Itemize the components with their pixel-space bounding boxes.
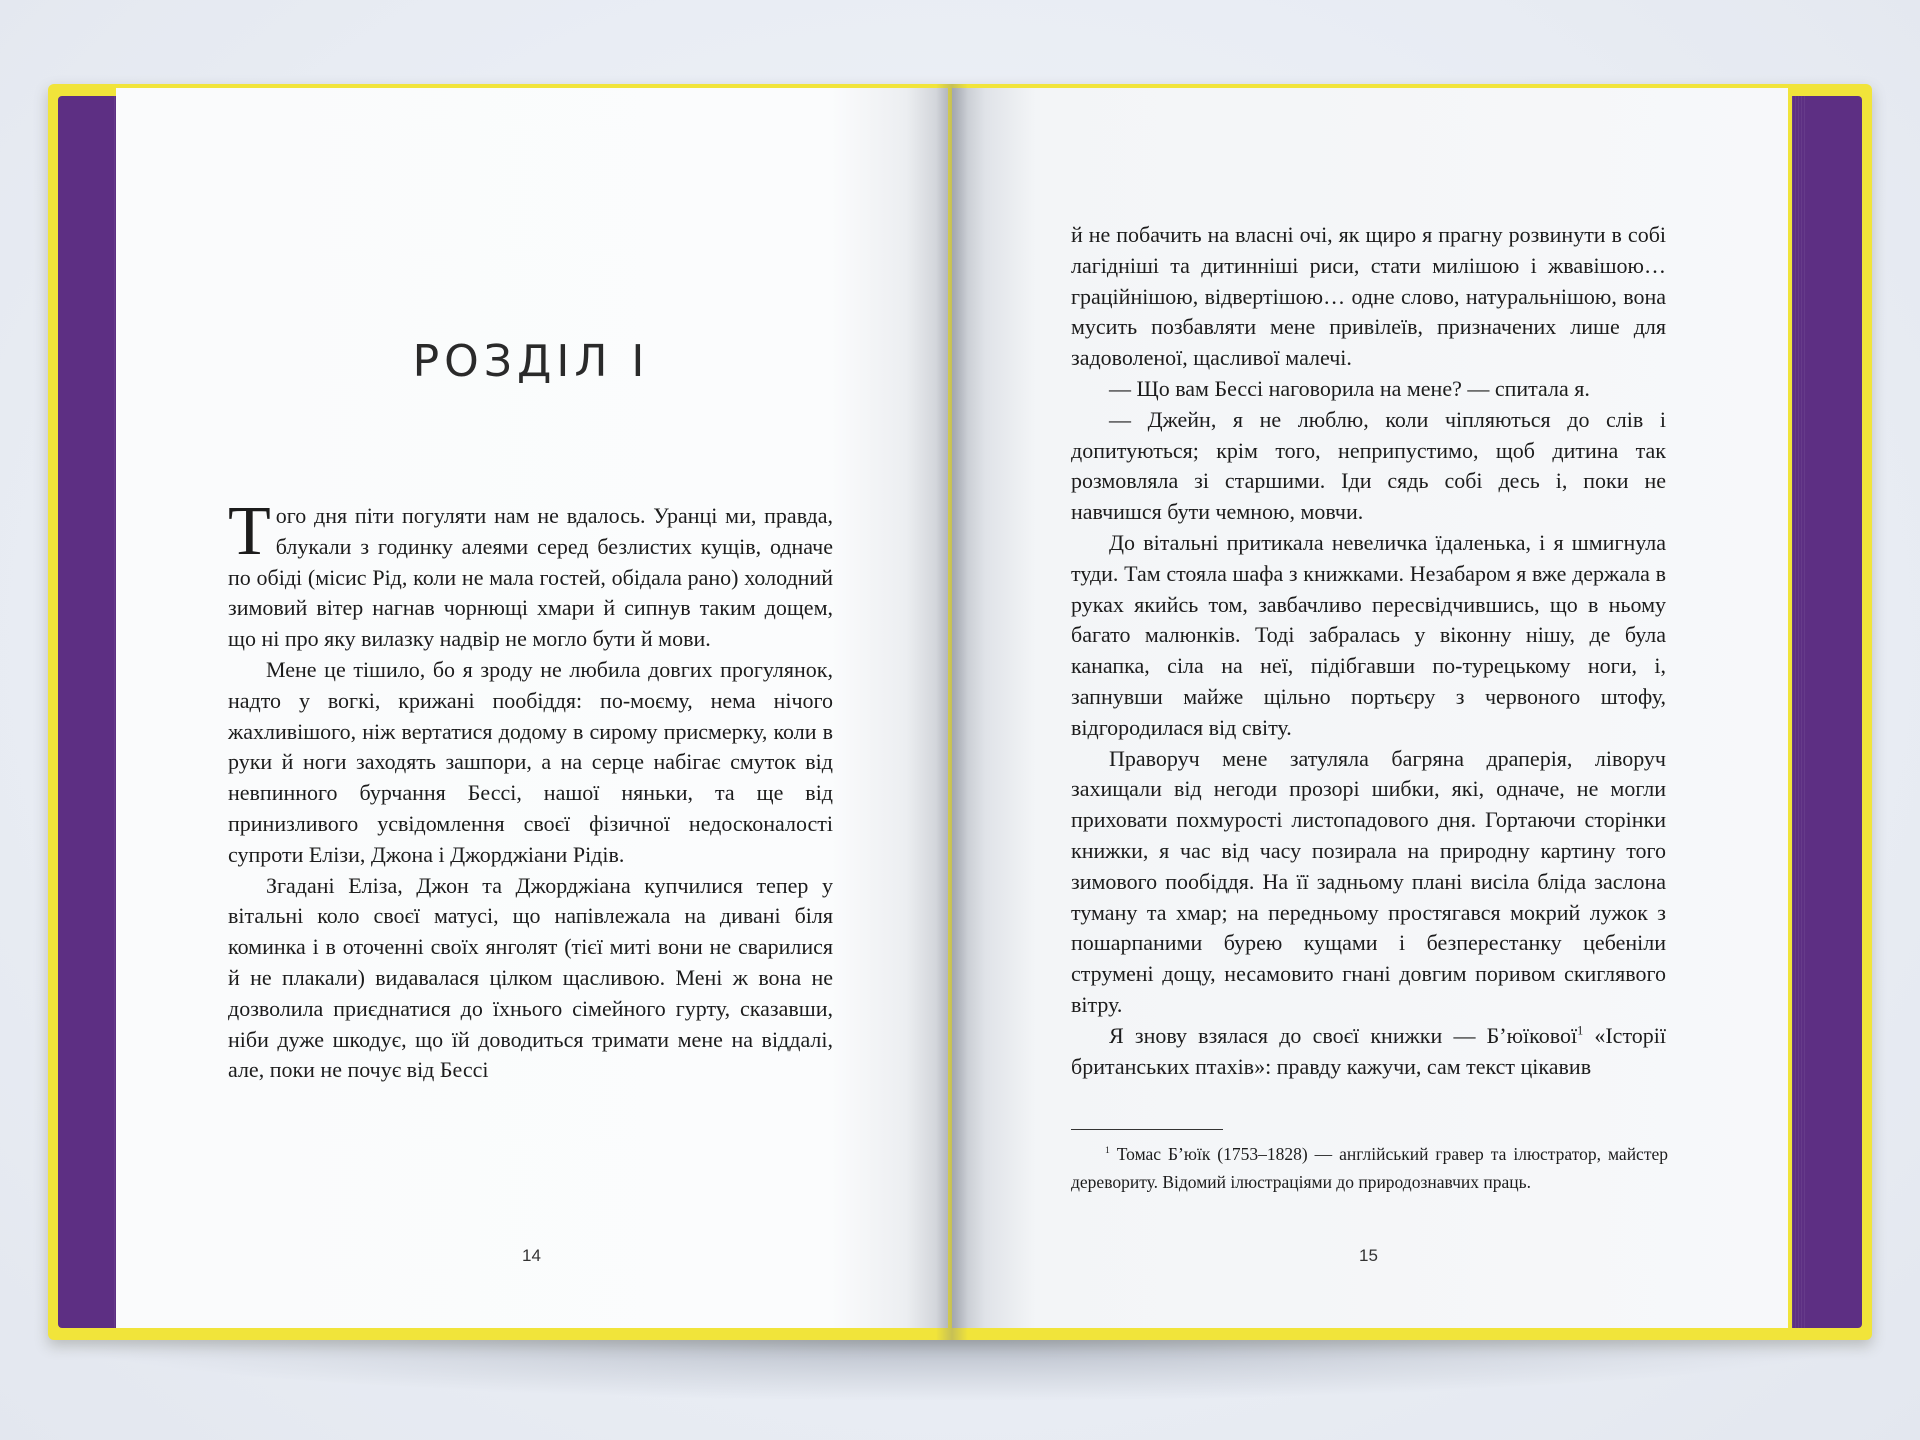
paragraph: Мене це тішило, бо я зроду не любила довгих прогулянок, надто у вогкі, крижані пообіддя: по-моєму, нема нічого жахливішого, ніж вертатися додому в сиромy присмерку, коли в руки й ноги заходять зашпори, а на серце набігає смуток від невпинного бурчання Бессі, нашої няньки, та ще від принизливого усвідомлення своєї фізичної недосконалості супроти Елізи, Джона і Джорджіани Рідів. bbox=[228, 656, 833, 867]
drop-cap: Т bbox=[228, 493, 271, 570]
paragraph: Праворуч мене затуляла багряна драперія, ліворуч захищали від негоди прозорі шибки, які, одначе, не могли приховати похмурості листопадового дня. Гортаючи сторінки книжки, я час від часу позирала на природну картину того зимового пообіддя. На її задньому плані висіла бліда заслона туману та хмар; на передньому простягався мокрий лужок з пошарпаними бурею кущами і безперестанку цебеніли струмені дощу, несамовито гнані довгим поривом скиглявого вітру. bbox=[1071, 745, 1666, 1017]
paragraph: Я знову взялася до своєї книжки — Б’юїкової$^1$ «Історії британських птахів»: правду кажучи, сам текст цікавив bbox=[1071, 1022, 1666, 1079]
left-page-text bbox=[228, 493, 833, 1086]
footnote-reference[interactable]: 1 bbox=[1577, 1023, 1584, 1038]
chapter-title: РОЗДІЛ І bbox=[412, 336, 650, 387]
paragraph: — Що вам Бессі наговорила на мене? — спитала я. bbox=[1109, 375, 1590, 401]
paragraph: й не побачить на власні очі, як щиро я прагну розвинути в собі лагідніші та дитинніші риси, стати милішою і жвавішою… граційнішою, відвертішою… одне слово, натуральнішою, вона мусить позбавляти мене привілеїв, призначених лише для задоволеної, щасливої малечі. bbox=[1071, 222, 1666, 371]
footnote: $^1$ Томас Б’юїк (1753–1828) — англійський гравер та ілюстратор, майстер деревориту. Відомий ілюстраціями до природознавчих праць. bbox=[1071, 1144, 1668, 1192]
page-number-right: 15 bbox=[1359, 1246, 1378, 1265]
right-page-edges bbox=[1792, 96, 1862, 1328]
footnote-marker: 1 bbox=[1105, 1145, 1110, 1157]
paragraph: Того дня піти погуляти нам не вдалось. Уранці ми, правда, блукали з годинку алеями серед безлистих кущів, одначе по обіді (місис Рід, коли не мала гостей, обідала рано) холодний зимовий вітер нагнав чорнющі хмари й сипнув таким дощем, що ні про яку вилазку надвір не могло бути й мови. bbox=[228, 493, 833, 652]
paragraph: — Джейн, я не люблю, коли чіпляються до слів і допитуються; крім того, неприпустимо, щоб дитина так розмовляла зі старшими. Іди сядь собі десь і, поки не навчишся бути чемною, мовчи. bbox=[1071, 406, 1666, 525]
book-spine bbox=[936, 84, 968, 1340]
footnote-divider bbox=[1071, 1129, 1223, 1130]
page-number-left: 14 bbox=[522, 1246, 541, 1265]
paragraph: Згадані Еліза, Джон та Джорджіана купчилися тепер у вітальні коло своєї матусі, що напівлежала на дивані біля коминка і в оточенні своїх янголят (тієї миті вони не сварилися й не плакали) видавалася цілком щасливою. Мені ж вона не дозволила приєднатися до їхнього сімейного гурту, сказавши, ніби дуже шкодує, що їй доводиться тримати мене на віддалі, але, поки не почує від Бессі bbox=[228, 872, 833, 1083]
right-page-text bbox=[1071, 220, 1666, 1082]
paragraph: До вітальні притикала невеличка їдаленька, і я шмигнула туди. Там стояла шафа з книжками. Незабаром я вже держала в руках якийсь том, завбачливо пересвідчившись, що в ньому багато малюнків. Тоді забралась у віконну нішу, де була канапка, сіла на неї, підібгавши по-турецькому ноги, і, запнувши майже щільно портьєру з червоного штофу, відгородилася від світу. bbox=[1071, 529, 1666, 740]
